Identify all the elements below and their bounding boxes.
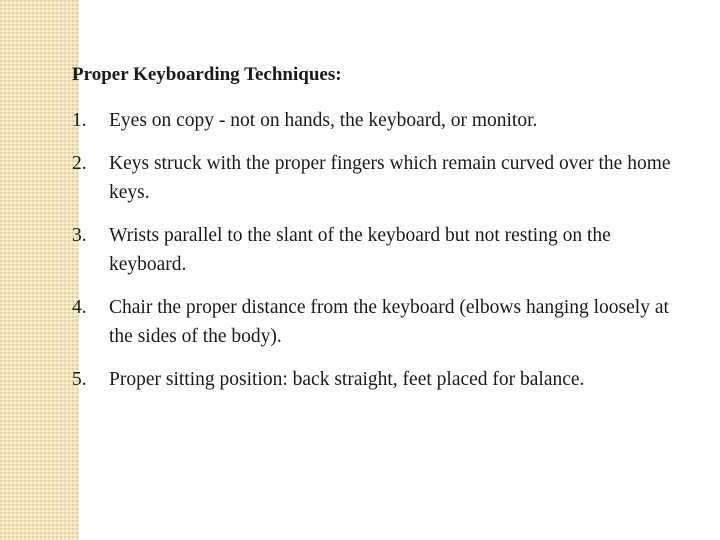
list-item-number: 1. [72, 110, 87, 131]
list-item-number: 3. [72, 225, 87, 246]
list-item-text: Keys struck with the proper fingers which remain curved over the home keys. [109, 153, 671, 203]
list-item [72, 293, 672, 351]
list-item [72, 365, 672, 394]
list-item-number: 5. [72, 369, 87, 390]
list-item-text: Wrists parallel to the slant of the keyboard but not resting on the keyboard. [109, 225, 611, 275]
list-item [72, 221, 672, 279]
decorative-side-strip [0, 0, 79, 540]
technique-list [72, 106, 672, 394]
list-item-text: Proper sitting position: back straight, feet placed for balance. [109, 369, 585, 390]
slide-content [72, 60, 672, 408]
slide-title: Proper Keyboarding Techniques: [72, 64, 342, 85]
list-item [72, 106, 672, 135]
list-item-number: 2. [72, 153, 87, 174]
list-item-number: 4. [72, 297, 87, 318]
list-item-text: Eyes on copy - not on hands, the keyboard, or monitor. [109, 110, 538, 131]
list-item-text: Chair the proper distance from the keyboard (elbows hanging loosely at the sides of the body). [109, 297, 669, 347]
list-item [72, 149, 672, 207]
